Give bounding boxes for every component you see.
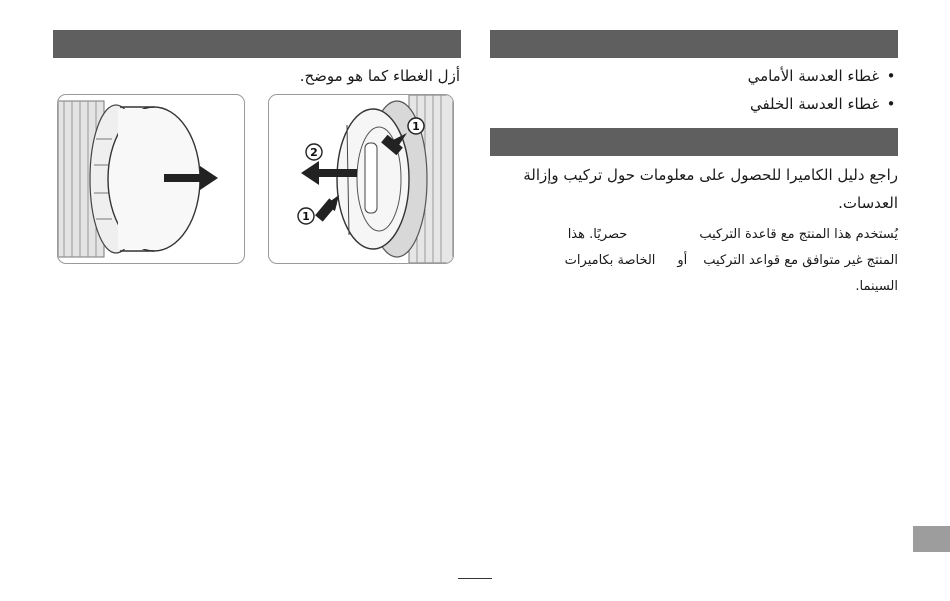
- list-item-front-cap: [498, 62, 898, 90]
- right-section-header-bar-1: [490, 30, 898, 58]
- note-line-3: السينما.: [855, 279, 898, 294]
- svg-text:2: 2: [310, 146, 318, 159]
- note-line-1: [498, 222, 898, 248]
- note-line-1-part-b: حصريًا. هذا: [567, 227, 628, 242]
- note-line-2: [498, 248, 898, 274]
- note-line-1-part-a: يُستخدم هذا المنتج مع قاعدة التركيب: [699, 227, 898, 242]
- left-section-header-bar: [53, 30, 461, 58]
- note-line-2-part-a: المنتج غير متوافق مع قواعد التركيب: [703, 253, 898, 268]
- list-item-rear-cap: [498, 90, 898, 118]
- compatibility-note: [498, 222, 898, 300]
- rear-cap-removal-illustration: [269, 95, 453, 263]
- step-2-badge: [306, 144, 322, 160]
- rear-cap-label: غطاء العدسة الخلفي: [749, 95, 880, 113]
- bullet-icon: •: [886, 95, 896, 113]
- note-line-2-part-b: أو: [677, 253, 688, 268]
- paragraph-line-1: راجع دليل الكاميرا للحصول على معلومات حول تركيب وإزالة: [523, 166, 898, 184]
- figure-front-cap-removal: [57, 94, 245, 264]
- svg-text:1: 1: [412, 120, 420, 133]
- step-1-badge-bottom: [298, 208, 314, 224]
- step-1-badge-top: [408, 118, 424, 134]
- figure-rear-cap-removal: [268, 94, 454, 264]
- paragraph-line-2: العدسات.: [838, 194, 898, 212]
- page-number-rule: [458, 578, 492, 579]
- chapter-tab-marker: [913, 526, 950, 552]
- front-cap-removal-illustration: [58, 95, 244, 263]
- svg-text:1: 1: [302, 210, 310, 223]
- mounting-paragraph: [488, 161, 898, 217]
- note-line-2-part-c: الخاصة بكاميرات: [564, 253, 656, 268]
- press-arrow-bottom: [315, 195, 339, 222]
- right-section-header-bar-2: [490, 128, 898, 156]
- front-cap-label: غطاء العدسة الأمامي: [747, 67, 880, 85]
- remove-cap-instruction: أزل الغطاء كما هو موضح.: [299, 67, 460, 85]
- bullet-icon: •: [886, 67, 896, 85]
